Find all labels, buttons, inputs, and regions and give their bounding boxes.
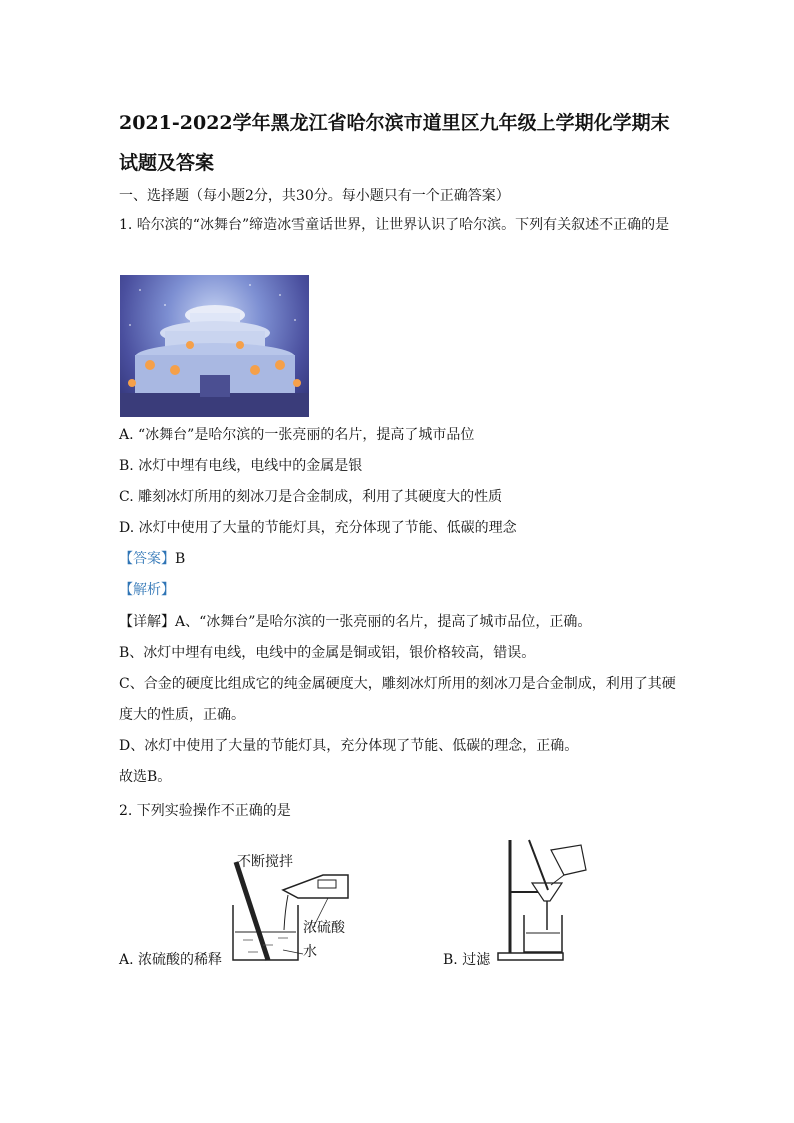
q1-stem: 1. 哈尔滨的“冰舞台”缔造冰雪童话世界，让世界认识了哈尔滨。下列有关叙述不正确的是 — [119, 217, 670, 233]
label-water: 水 — [303, 944, 317, 960]
answer-tag: 【答案】 — [119, 551, 175, 567]
analysis-tag: 【解析】 — [119, 582, 175, 598]
detail-line-b: B、冰灯中埋有电线，电线中的金属是铜或铝，银价格较高，错误。 — [119, 645, 536, 661]
detail-line-d: D、冰灯中使用了大量的节能灯具，充分体现了节能、低碳的理念，正确。 — [119, 738, 579, 754]
ice-palace-photo — [120, 275, 309, 417]
pouring-beaker — [551, 845, 586, 875]
answer-line — [119, 549, 185, 569]
label-stir: 不断搅拌 — [237, 854, 293, 870]
detail-text-a: A、“冰舞台”是哈尔滨的一张亮丽的名片，提高了城市品位，正确。 — [175, 614, 592, 630]
detail-line-a — [119, 612, 591, 632]
q2-option-a: A. 浓硫酸的稀释 — [119, 952, 223, 968]
ice-palace-icon — [120, 275, 309, 417]
q1-option-d: D. 冰灯中使用了大量的节能灯具，充分体现了节能、低碳的理念 — [119, 520, 517, 536]
q1-option-b: B. 冰灯中埋有电线，电线中的金属是银 — [119, 458, 363, 474]
detail-line-c: C、合金的硬度比组成它的纯金属硬度大，雕刻冰灯所用的刻冰刀是合金制成，利用了其硬度大的性质，正确。 — [119, 676, 676, 723]
conclusion: 故选B。 — [119, 769, 172, 785]
detail-tag: 【详解】 — [119, 614, 175, 630]
q2-stem: 2. 下列实验操作不正确的是 — [119, 803, 291, 819]
q2-option-b: B. 过滤 — [443, 952, 491, 968]
filtration-diagram — [496, 835, 591, 963]
answer-value: B — [175, 551, 186, 567]
q1-option-a: A. “冰舞台”是哈尔滨的一张亮丽的名片，提高了城市品位 — [119, 427, 475, 443]
acid-bottle — [283, 875, 348, 898]
document-title: 2021-2022学年黑龙江省哈尔滨市道里区九年级上学期化学期末试题及答案 — [119, 112, 670, 174]
q1-option-c: C. 雕刻冰灯所用的刻冰刀是合金制成，利用了其硬度大的性质 — [119, 489, 503, 505]
label-acid: 浓硫酸 — [303, 920, 345, 936]
section-heading: 一、选择题（每小题2分，共30分。每小题只有一个正确答案） — [119, 188, 510, 204]
stand-base — [498, 953, 563, 960]
